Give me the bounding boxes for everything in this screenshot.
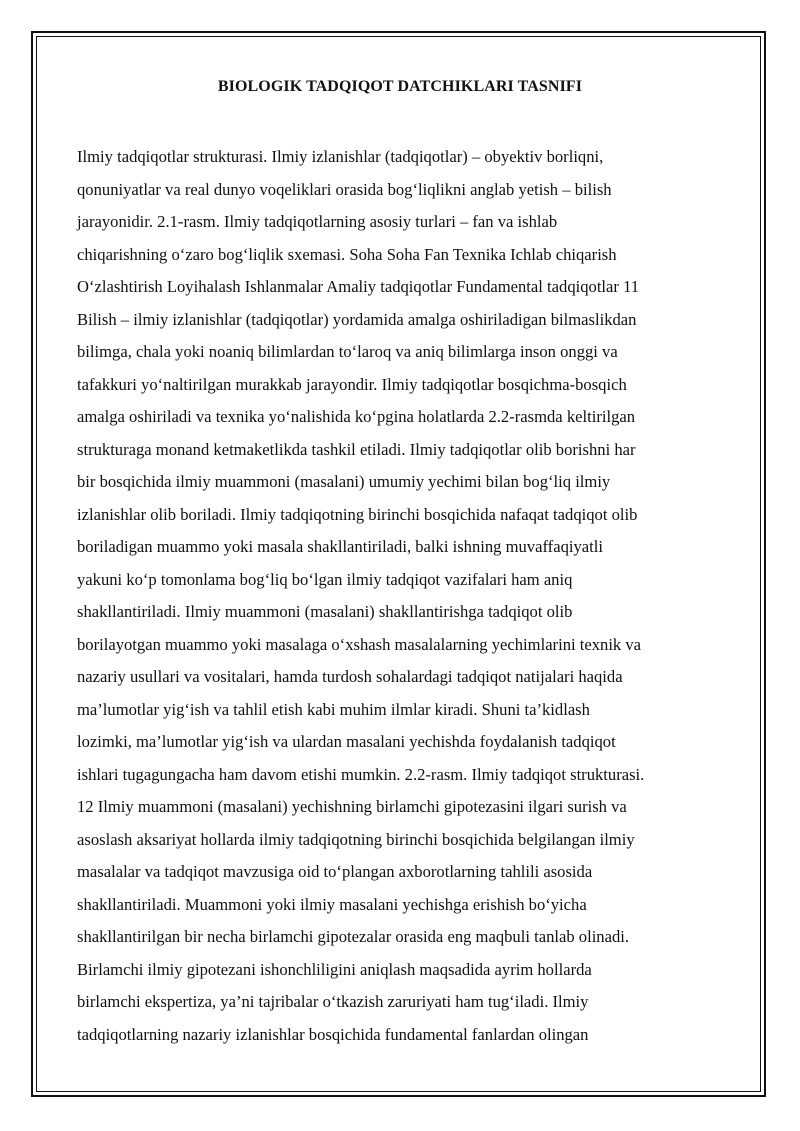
body-line: boriladigan muammo yoki masala shakllantiriladi, balki ishning muvaffaqiyatli <box>77 537 603 556</box>
body-line: masalalar va tadqiqot mavzusiga oid to‘plangan axborotlarning tahlili asosida <box>77 862 593 881</box>
body-line: lozimki, ma’lumotlar yig‘ish va ulardan masalani yechishda foydalanish tadqiqot <box>77 732 616 751</box>
body-line: borilayotgan muammo yoki masalaga o‘xshash masalalarning yechimlarini texnik va <box>77 634 642 654</box>
body-line: jarayonidir. 2.1-rasm. Ilmiy tadqiqotlarning asosiy turlari – fan va ishlab <box>77 212 558 231</box>
body-line: asoslash aksariyat hollarda ilmiy tadqiqotning birinchi bosqichida belgilangan ilmiy <box>77 829 635 849</box>
body-line: bir bosqichida ilmiy muammoni (masalani) umumiy yechimi bilan bog‘liq ilmiy <box>77 472 611 491</box>
body-line: ma’lumotlar yig‘ish va tahlil etish kabi muhim ilmlar kiradi. Shuni ta’kidlash <box>77 699 590 719</box>
body-line: ishlari tugagungacha ham davom etishi mumkin. 2.2-rasm. Ilmiy tadqiqot strukturasi. <box>77 764 645 784</box>
body-line: izlanishlar olib boriladi. Ilmiy tadqiqotning birinchi bosqichida nafaqat tadqiqot olib <box>77 504 638 524</box>
body-line: amalga oshiriladi va texnika yo‘nalishida ko‘pgina holatlarda 2.2-rasmda keltirilgan <box>77 407 636 426</box>
body-line: birlamchi ekspertiza, ya’ni tajribalar o‘tkazish zaruriyati ham tug‘iladi. Ilmiy <box>77 992 589 1011</box>
body-line: tafakkuri yo‘naltirilgan murakkab jarayondir. Ilmiy tadqiqotlar bosqichma-bosqich <box>77 374 627 394</box>
body-line: Ilmiy tadqiqotlar strukturasi. Ilmiy izlanishlar (tadqiqotlar) – obyektiv borliqni, <box>77 147 604 166</box>
body-line: Birlamchi ilmiy gipotezani ishonchliligini aniqlash maqsadida ayrim hollarda <box>77 959 592 979</box>
body-line: shakllantiriladi. Muammoni yoki ilmiy masalani yechishga erishish bo‘yicha <box>77 894 587 914</box>
body-line: shakllantirilgan bir necha birlamchi gipotezalar orasida eng maqbuli tanlab olinadi. <box>77 927 630 946</box>
document-title: BIOLOGIK TADQIQOT DATCHIKLARI TASNIFI <box>217 78 583 95</box>
body-line: strukturaga monand ketmaketlikda tashkil etiladi. Ilmiy tadqiqotlar olib borishni har <box>77 439 636 459</box>
body-line: yakuni ko‘p tomonlama bog‘liq bo‘lgan ilmiy tadqiqot vazifalari ham aniq <box>77 569 573 589</box>
body-line: O‘zlashtirish Loyihalash Ishlanmalar Amaliy tadqiqotlar Fundamental tadqiqotlar 11 <box>77 277 640 296</box>
body-line: qonuniyatlar va real dunyo voqeliklari orasida bog‘liqlikni anglab yetish – bilish <box>77 179 612 199</box>
body-line: shakllantiriladi. Ilmiy muammoni (masalani) shakllantirishga tadqiqot olib <box>77 602 573 621</box>
body-line: nazariy usullari va vositalari, hamda turdosh sohalardagi tadqiqot natijalari haqida <box>77 667 623 686</box>
body-line: Bilish – ilmiy izlanishlar (tadqiqotlar) yordamida amalga oshiriladigan bilmaslikdan <box>77 309 637 329</box>
body-line: tadqiqotlarning nazariy izlanishlar bosqichida fundamental fanlardan olingan <box>77 1024 589 1044</box>
body-line: chiqarishning o‘zaro bog‘liqlik sxemasi. Soha Soha Fan Texnika Ichlab chiqarish <box>77 244 617 264</box>
document-body <box>77 141 737 1051</box>
body-line: 12 Ilmiy muammoni (masalani) yechishning birlamchi gipotezasini ilgari surish va <box>77 797 627 816</box>
body-line: bilimga, chala yoki noaniq bilimlardan to‘laroq va aniq bilimlarga inson onggi va <box>77 342 618 361</box>
